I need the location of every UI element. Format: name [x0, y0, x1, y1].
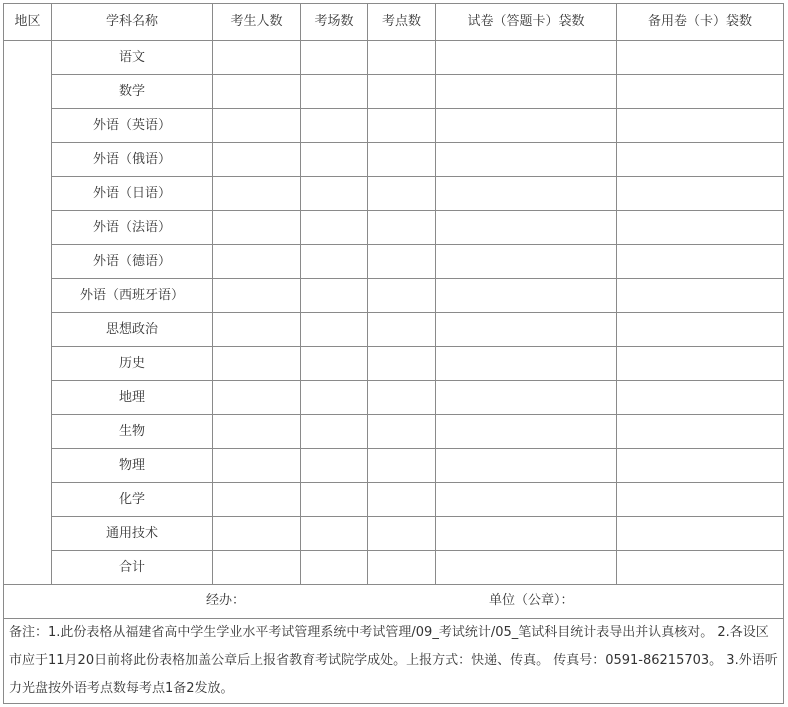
note-text: 备注：1.此份表格从福建省高中学生学业水平考试管理系统中考试管理/09_考试统计/05_笔试科目统计表导出并认真核对。 2.各设区市应于11月20日前将此份表格加盖公章后上报省教育考试院学成处。上报方式：快递、传真。 传真号：0591-86215703。 3.外语听力光盘按外语考点数每考点1备2发放。 [4, 619, 784, 704]
subject-name: 外语（日语） [52, 177, 213, 211]
table-row [4, 75, 784, 109]
table-row [4, 177, 784, 211]
table-row [4, 415, 784, 449]
input-cell[interactable] [213, 211, 301, 245]
subject-name: 通用技术 [52, 517, 213, 551]
subject-name: 外语（西班牙语） [52, 279, 213, 313]
input-cell[interactable] [368, 41, 436, 75]
input-cell[interactable] [368, 347, 436, 381]
unit-seal-label: 单位（公章）： [489, 593, 574, 608]
input-cell[interactable] [213, 347, 301, 381]
subject-name: 数学 [52, 75, 213, 109]
input-cell[interactable] [436, 381, 617, 415]
input-cell[interactable] [436, 449, 617, 483]
input-cell[interactable] [368, 211, 436, 245]
header-paper-bags: 试卷（答题卡）袋数 [436, 4, 617, 41]
input-cell[interactable] [436, 143, 617, 177]
input-cell[interactable] [213, 279, 301, 313]
input-cell[interactable] [213, 75, 301, 109]
input-cell[interactable] [301, 143, 368, 177]
input-cell[interactable] [213, 449, 301, 483]
input-cell[interactable] [617, 177, 784, 211]
header-sites: 考点数 [368, 4, 436, 41]
table-row [4, 279, 784, 313]
header-candidates: 考生人数 [213, 4, 301, 41]
input-cell[interactable] [368, 245, 436, 279]
input-cell[interactable] [617, 313, 784, 347]
input-cell[interactable] [301, 449, 368, 483]
input-cell[interactable] [436, 415, 617, 449]
subject-name: 物理 [52, 449, 213, 483]
input-cell[interactable] [436, 483, 617, 517]
input-cell[interactable] [301, 483, 368, 517]
input-cell[interactable] [213, 245, 301, 279]
input-cell[interactable] [301, 517, 368, 551]
input-cell[interactable] [617, 245, 784, 279]
subject-name: 外语（俄语） [52, 143, 213, 177]
input-cell[interactable] [301, 415, 368, 449]
table-row [4, 109, 784, 143]
input-cell[interactable] [436, 75, 617, 109]
input-cell[interactable] [301, 313, 368, 347]
statistics-table [3, 3, 784, 704]
table-row [4, 245, 784, 279]
input-cell[interactable] [436, 41, 617, 75]
input-cell[interactable] [617, 109, 784, 143]
input-cell[interactable] [213, 41, 301, 75]
table-row [4, 449, 784, 483]
input-cell[interactable] [436, 551, 617, 585]
input-cell[interactable] [368, 551, 436, 585]
table-row [4, 41, 784, 75]
input-cell[interactable] [436, 177, 617, 211]
input-cell[interactable] [436, 279, 617, 313]
subject-name: 生物 [52, 415, 213, 449]
subject-name: 外语（英语） [52, 109, 213, 143]
header-rooms: 考场数 [301, 4, 368, 41]
input-cell[interactable] [213, 177, 301, 211]
header-subject: 学科名称 [52, 4, 213, 41]
input-cell[interactable] [301, 41, 368, 75]
signature-cell [4, 585, 784, 619]
input-cell[interactable] [617, 415, 784, 449]
input-cell[interactable] [436, 245, 617, 279]
input-cell[interactable] [617, 279, 784, 313]
header-row [4, 4, 784, 41]
input-cell[interactable] [617, 75, 784, 109]
input-cell[interactable] [436, 517, 617, 551]
input-cell[interactable] [213, 109, 301, 143]
input-cell[interactable] [301, 177, 368, 211]
table-row [4, 483, 784, 517]
input-cell[interactable] [617, 347, 784, 381]
input-cell[interactable] [368, 517, 436, 551]
table-row [4, 517, 784, 551]
subject-name: 语文 [52, 41, 213, 75]
input-cell[interactable] [213, 517, 301, 551]
input-cell[interactable] [368, 313, 436, 347]
input-cell[interactable] [301, 75, 368, 109]
input-cell[interactable] [436, 313, 617, 347]
table-row [4, 381, 784, 415]
table-row [4, 347, 784, 381]
input-cell[interactable] [213, 381, 301, 415]
input-cell[interactable] [436, 211, 617, 245]
subject-name: 外语（法语） [52, 211, 213, 245]
input-cell[interactable] [213, 313, 301, 347]
input-cell[interactable] [368, 381, 436, 415]
input-cell[interactable] [617, 483, 784, 517]
input-cell[interactable] [368, 143, 436, 177]
input-cell[interactable] [213, 551, 301, 585]
subject-name: 思想政治 [52, 313, 213, 347]
input-cell[interactable] [368, 449, 436, 483]
table-row [4, 313, 784, 347]
input-cell[interactable] [301, 279, 368, 313]
input-cell[interactable] [436, 347, 617, 381]
input-cell[interactable] [213, 415, 301, 449]
note-row [4, 619, 784, 704]
input-cell[interactable] [436, 109, 617, 143]
subject-name: 合计 [52, 551, 213, 585]
input-cell[interactable] [301, 245, 368, 279]
input-cell[interactable] [617, 449, 784, 483]
subject-name: 地理 [52, 381, 213, 415]
subject-name: 历史 [52, 347, 213, 381]
subject-name: 外语（德语） [52, 245, 213, 279]
input-cell[interactable] [617, 517, 784, 551]
input-cell[interactable] [368, 483, 436, 517]
input-cell[interactable] [368, 279, 436, 313]
input-cell[interactable] [301, 211, 368, 245]
header-spare-bags: 备用卷（卡）袋数 [617, 4, 784, 41]
input-cell[interactable] [617, 381, 784, 415]
handler-label: 经办： [206, 593, 246, 608]
input-cell[interactable] [213, 143, 301, 177]
table-row [4, 551, 784, 585]
input-cell[interactable] [617, 143, 784, 177]
header-region: 地区 [4, 4, 52, 41]
input-cell[interactable] [617, 551, 784, 585]
table-row [4, 211, 784, 245]
subject-name: 化学 [52, 483, 213, 517]
input-cell[interactable] [617, 211, 784, 245]
input-cell[interactable] [213, 483, 301, 517]
input-cell[interactable] [368, 75, 436, 109]
input-cell[interactable] [301, 551, 368, 585]
input-cell[interactable] [368, 109, 436, 143]
input-cell[interactable] [368, 177, 436, 211]
input-cell[interactable] [301, 109, 368, 143]
input-cell[interactable] [617, 41, 784, 75]
input-cell[interactable] [368, 415, 436, 449]
table-row [4, 143, 784, 177]
input-cell[interactable] [301, 381, 368, 415]
input-cell[interactable] [301, 347, 368, 381]
region-cell[interactable] [4, 41, 52, 585]
signature-row [4, 585, 784, 619]
